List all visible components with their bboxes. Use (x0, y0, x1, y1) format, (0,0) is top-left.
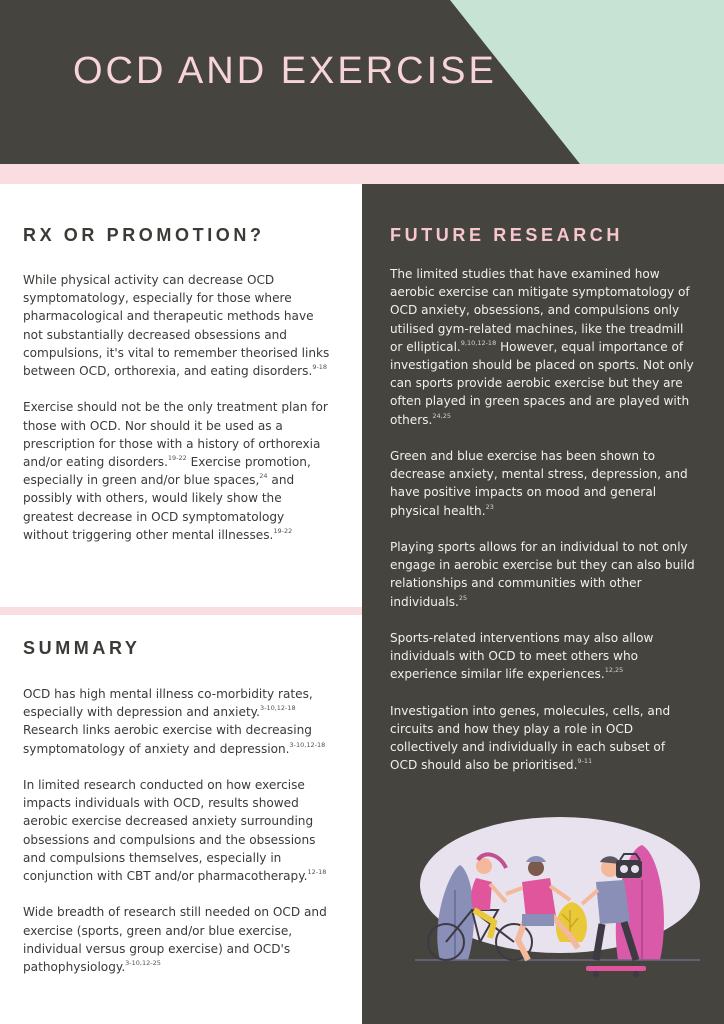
future-paragraph-text: Sports-related interventions may also allow individuals with OCD to meet others who experience similar life experiences. (390, 631, 654, 682)
summary-paragraph-text: Wide breadth of research still needed on OCD and exercise (sports, green and/or blue exercise, individual versus group exercise) and OCD's pathophysiology. (23, 905, 327, 975)
citation: 12,25 (604, 666, 624, 675)
citation: 9-18 (312, 363, 328, 372)
page-title: OCD AND EXERCISE (73, 50, 497, 92)
summary-paragraph (23, 776, 333, 885)
citation: 19-22 (167, 454, 187, 463)
future-paragraph-text: However, equal importance of investigation should be placed on sports. Not only can sports provide aerobic exercise but they are often played in green spaces and are played with others. (390, 339, 694, 427)
future-paragraph (390, 702, 695, 775)
rx-paragraph-text: Exercise promotion, especially in green and/or blue spaces, (23, 455, 311, 488)
rx-section-body (23, 271, 333, 562)
section-divider (0, 607, 362, 615)
citation: 9-11 (577, 757, 593, 766)
exercise-illustration (410, 810, 700, 990)
header-banner (0, 0, 724, 164)
summary-section-body (23, 685, 333, 994)
summary-heading: SUMMARY (23, 638, 141, 658)
future-research-body (390, 265, 695, 793)
citation: 19-22 (273, 526, 293, 535)
pink-divider-band (0, 164, 724, 184)
citation: 24 (259, 472, 268, 481)
rx-paragraph-text: While physical activity can decrease OCD symptomatology, especially for those where pharmacological and therapeutic methods have not substantially decreased obsessions and compulsions, it's vital to remember theorised links between OCD, orthorexia, and eating disorders. (23, 273, 330, 379)
rx-paragraph-text: and possibly with others, would likely show the greatest decrease in OCD symptomatology without triggering other mental illnesses. (23, 473, 295, 542)
citation: 25 (458, 593, 468, 602)
summary-paragraph-text: Research links aerobic exercise with decreasing symptomatology of anxiety and depression. (23, 723, 312, 756)
citation: 3-10,12-18 (289, 740, 326, 749)
future-paragraph (390, 629, 695, 684)
citation: 23 (485, 502, 494, 511)
future-paragraph-text: Playing sports allows for an individual to not only engage in aerobic exercise but they can also build relationships and communities with other individuals. (390, 540, 695, 609)
future-paragraph (390, 538, 695, 611)
citation: 9,10,12-18 (460, 338, 497, 347)
summary-paragraph (23, 903, 333, 976)
rx-heading: RX OR PROMOTION? (23, 225, 265, 245)
future-paragraph-text: Investigation into genes, molecules, cells, and circuits and how they play a role in OCD collectively and individually in each subset of OCD should also be prioritised. (390, 703, 671, 773)
summary-paragraph-text: In limited research conducted on how exercise impacts individuals with OCD, results showed aerobic exercise decreased anxiety surrounding obsessions and compulsions and the obsessions and compulsions themselves, especially in conjunction with CBT and/or pharmacotherapy. (23, 778, 316, 884)
summary-paragraph (23, 685, 333, 758)
rx-paragraph (23, 398, 333, 544)
citation: 24,25 (432, 411, 451, 420)
citation: 3-10,12-18 (259, 704, 296, 713)
rx-paragraph (23, 271, 333, 380)
rx-paragraph-text: Exercise should not be the only treatment plan for those with OCD. Nor should it be used as a prescription for those with a history of orthorexia and/or eating disorders. (23, 400, 328, 470)
future-paragraph-text: Green and blue exercise has been shown to decrease anxiety, mental stress, depression, and have positive impacts on mood and general physical health. (390, 449, 688, 518)
summary-paragraph-text: OCD has high mental illness co-morbidity rates, especially with depression and anxiety. (23, 687, 313, 720)
citation: 12-18 (307, 868, 327, 877)
citation: 3-10,12-25 (125, 959, 161, 968)
future-paragraph-text: The limited studies that have examined how aerobic exercise can mitigate symptomatology of OCD anxiety, obsessions, and compulsions only utilised gym-related machines, like the treadmill or elliptical. (390, 267, 690, 354)
future-research-heading: FUTURE RESEARCH (390, 225, 624, 245)
future-paragraph (390, 447, 695, 520)
future-paragraph (390, 265, 695, 429)
